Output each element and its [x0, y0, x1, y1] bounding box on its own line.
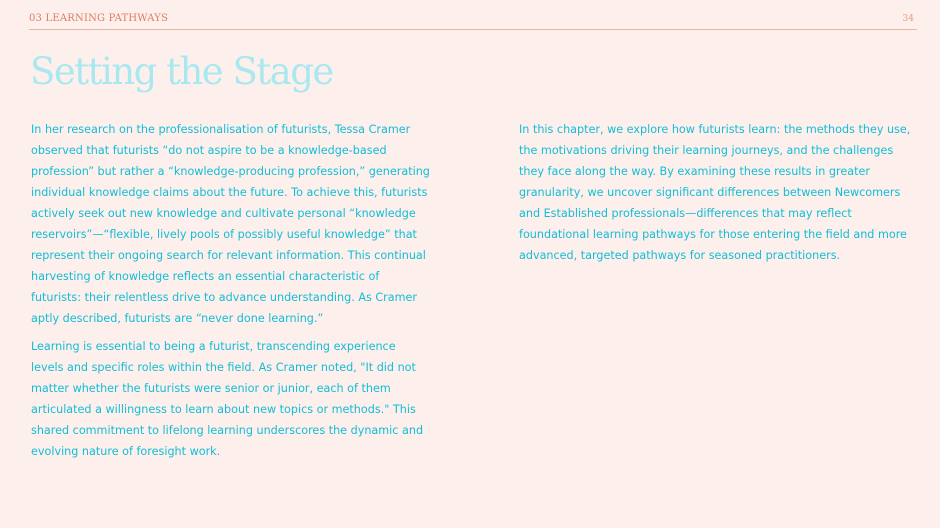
page-title: Setting the Stage: [30, 50, 333, 93]
page-number: 34: [902, 14, 914, 24]
page-header: [29, 13, 917, 30]
left-column: [31, 119, 431, 469]
left-paragraph-2: Learning is essential to being a futurist, transcending experience levels and specific roles within the field. As Cramer noted, "It did not matter whether the futurists were senior or junior, each of them articulated a willingness to learn about new topics or methods." This shared commitment to lifelong learning underscores the dynamic and evolving nature of foresight work.: [31, 340, 424, 458]
section-label: 03 LEARNING PATHWAYS: [29, 13, 169, 24]
right-column: [519, 119, 914, 273]
right-paragraph-1: In this chapter, we explore how futurists learn: the methods they use, the motivations driving their learning journeys, and the challenges they face along the way. By examining these results in greater granularity, we uncover significant differences between Newcomers and Established professionals—differences that may reflect foundational learning pathways for those entering the field and more advanced, targeted pathways for seasoned practitioners.: [519, 123, 911, 262]
left-paragraph-1: In her research on the professionalisation of futurists, Tessa Cramer observed that futurists “do not aspire to be a knowledge-based profession” but rather a “knowledge-producing profession,” generating individual knowledge claims about the future. To achieve this, futurists actively seek out new knowledge and cultivate personal “knowledge reservoirs”—“flexible, lively pools of possibly useful knowledge” that represent their ongoing search for relevant information. This continual harvesting of knowledge reflects an essential characteristic of futurists: their relentless drive to advance understanding. As Cramer aptly described, futurists are “never done learning.”: [31, 123, 430, 325]
